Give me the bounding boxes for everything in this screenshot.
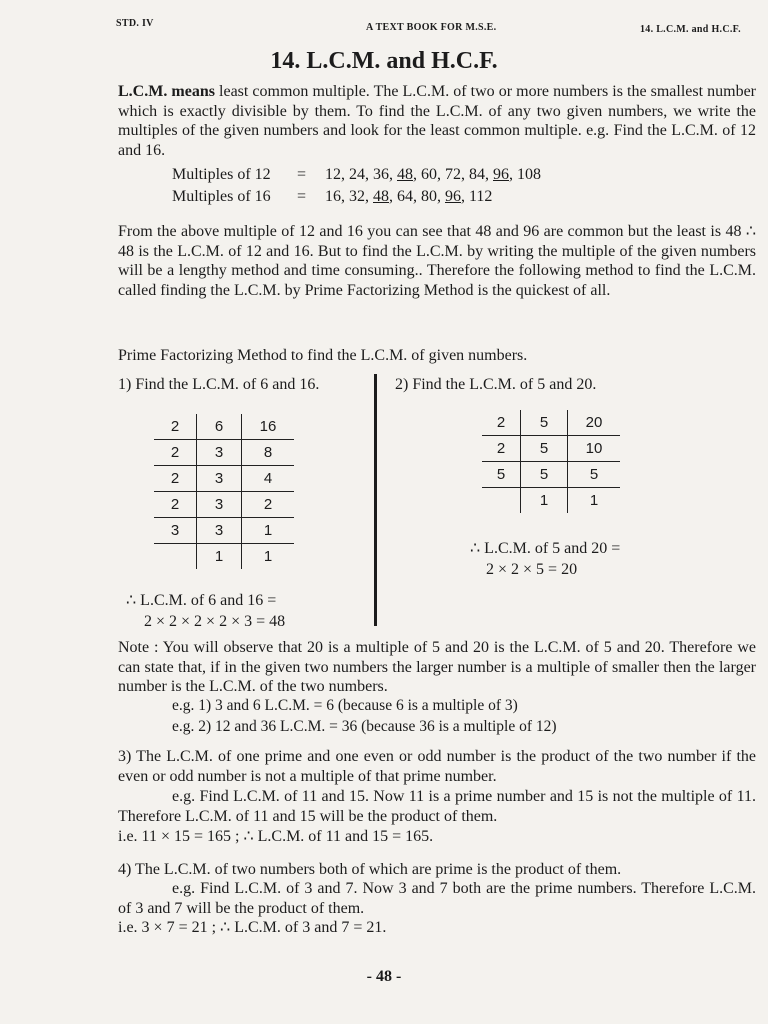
- ladder-row: [482, 462, 620, 488]
- ladder-row: [154, 440, 294, 466]
- common-multiple: 96: [493, 166, 509, 183]
- rule4-example: e.g. Find L.C.M. of 3 and 7. Now 3 and 7 both are the prime numbers. Therefore L.C.M. of 3 and 7 will be the product of them.: [118, 880, 756, 917]
- ladder-value: 3: [197, 518, 242, 544]
- ladder-row: [482, 488, 620, 514]
- multiples-values: , 60, 72, 84,: [413, 166, 493, 183]
- header-chapter: 14. L.C.M. and H.C.F.: [640, 24, 741, 35]
- ladder-value: 20: [568, 410, 621, 436]
- intro-paragraph: [118, 82, 756, 160]
- ladder-value: 1: [521, 488, 568, 514]
- rule4-paragraph: 4) The L.C.M. of two numbers both of which are prime is the product of them.: [118, 861, 622, 878]
- example1-result-line1: ∴ L.C.M. of 6 and 16 =: [126, 592, 277, 609]
- ladder-divisor: [482, 488, 521, 514]
- ladder-divisor: [154, 544, 197, 570]
- ladder-value: 6: [197, 414, 242, 440]
- multiples-values: , 108: [509, 166, 541, 183]
- method-heading: Prime Factorizing Method to find the L.C.M. of given numbers.: [118, 347, 528, 364]
- multiples-of-12-row: [172, 166, 541, 184]
- common-multiple: 48: [373, 188, 389, 205]
- common-multiple: 48: [397, 166, 413, 183]
- multiples-values: , 112: [461, 188, 493, 205]
- explanation-paragraph: From the above multiple of 12 and 16 you can see that 48 and 96 are common but the least is 48 ∴ 48 is the L.C.M. of 12 and 16. But to find the L.C.M. by writing the multiple of the given numbers will be a lengthy method and time consuming.. Therefore the following method to find the L.C.M. called finding the L.C.M. by Prime Factorizing Method is the quickest of all.: [118, 223, 756, 299]
- example1-heading: 1) Find the L.C.M. of 6 and 16.: [118, 376, 320, 393]
- header-standard: STD. IV: [116, 18, 154, 29]
- ladder-divisor: 3: [154, 518, 197, 544]
- ladder-value: 1: [197, 544, 242, 570]
- example2-result-line1: ∴ L.C.M. of 5 and 20 =: [470, 540, 621, 557]
- example1-result-line2: 2 × 2 × 2 × 2 × 3 = 48: [144, 613, 286, 630]
- multiples-values: , 64, 80,: [389, 188, 445, 205]
- ladder-row: [482, 436, 620, 462]
- ladder-value: 5: [521, 436, 568, 462]
- ladder-value: 1: [263, 548, 273, 565]
- ladder-value: 3: [197, 466, 242, 492]
- ladder-divisor: 2: [482, 410, 521, 436]
- rule3-result: i.e. 11 × 15 = 165 ; ∴ L.C.M. of 11 and 15 = 165.: [118, 828, 434, 845]
- ladder-value: 5: [568, 462, 621, 488]
- ladder-divisor: 2: [154, 466, 197, 492]
- equals-sign: =: [297, 166, 307, 183]
- rule3-example: e.g. Find L.C.M. of 11 and 15. Now 11 is a prime number and 15 is not the multiple of 11. Therefore L.C.M. of 11 and 15 will be the product of them.: [118, 788, 756, 825]
- note-example-1: e.g. 1) 3 and 6 L.C.M. = 6 (because 6 is a multiple of 3): [172, 697, 518, 714]
- example2-ladder-table: [482, 410, 620, 513]
- ladder-row: [154, 544, 294, 570]
- ladder-value: 8: [242, 440, 295, 466]
- note-example-2: e.g. 2) 12 and 36 L.C.M. = 36 (because 36 is a multiple of 12): [172, 718, 557, 735]
- multiples-label: Multiples of 12: [172, 166, 271, 183]
- common-multiple: 96: [445, 188, 461, 205]
- example1-ladder-table: [154, 414, 294, 569]
- ladder-value: 2: [242, 492, 295, 518]
- ladder-row: [154, 414, 294, 440]
- ladder-value: 4: [242, 466, 295, 492]
- intro-text: least common multiple. The L.C.M. of two or more numbers is the smallest number which is exactly divisible by them. To find the L.C.M. of any two given numbers, we write the multiples of the given numbers and look for the least common multiple. e.g. Find the L.C.M. of 12 and 16.: [118, 83, 756, 159]
- page-number: - 48 -: [366, 968, 402, 985]
- ladder-value: 1: [589, 492, 599, 509]
- column-divider: [374, 374, 377, 626]
- ladder-row: [154, 492, 294, 518]
- multiples-values: 12, 24, 36,: [325, 166, 397, 183]
- ladder-value: 5: [521, 462, 568, 488]
- ladder-value: 5: [521, 410, 568, 436]
- ladder-value: 1: [242, 518, 295, 544]
- multiples-of-16-row: [172, 188, 492, 206]
- header-book-title: A TEXT BOOK FOR M.S.E.: [366, 22, 497, 33]
- chapter-title: 14. L.C.M. and H.C.F.: [270, 48, 498, 74]
- ladder-divisor: 2: [154, 492, 197, 518]
- ladder-value: 10: [568, 436, 621, 462]
- ladder-row: [154, 518, 294, 544]
- rule4-result: i.e. 3 × 7 = 21 ; ∴ L.C.M. of 3 and 7 = 21.: [118, 919, 387, 936]
- multiples-values: 16, 32,: [325, 188, 373, 205]
- ladder-divisor: 2: [482, 436, 521, 462]
- equals-sign: =: [297, 188, 307, 205]
- ladder-row: [482, 410, 620, 436]
- multiples-label: Multiples of 16: [172, 188, 271, 205]
- ladder-divisor: 2: [154, 440, 197, 466]
- ladder-divisor: 5: [482, 462, 521, 488]
- example2-result-line2: 2 × 2 × 5 = 20: [486, 561, 578, 578]
- ladder-value: 3: [197, 492, 242, 518]
- note-paragraph: Note : You will observe that 20 is a multiple of 5 and 20 is the L.C.M. of 5 and 20. Therefore we can state that, if in the given two numbers the larger number is a multiple of smaller then the larger number is the L.C.M. of the two numbers.: [118, 639, 756, 695]
- ladder-row: [154, 466, 294, 492]
- ladder-value: 3: [197, 440, 242, 466]
- example2-heading: 2) Find the L.C.M. of 5 and 20.: [395, 376, 597, 393]
- intro-term: L.C.M. means: [118, 83, 215, 100]
- ladder-divisor: 2: [154, 414, 197, 440]
- ladder-value: 16: [242, 414, 295, 440]
- rule3-paragraph: 3) The L.C.M. of one prime and one even or odd number is the product of the two number if the even or odd number is not a multiple of that prime number.: [118, 748, 756, 785]
